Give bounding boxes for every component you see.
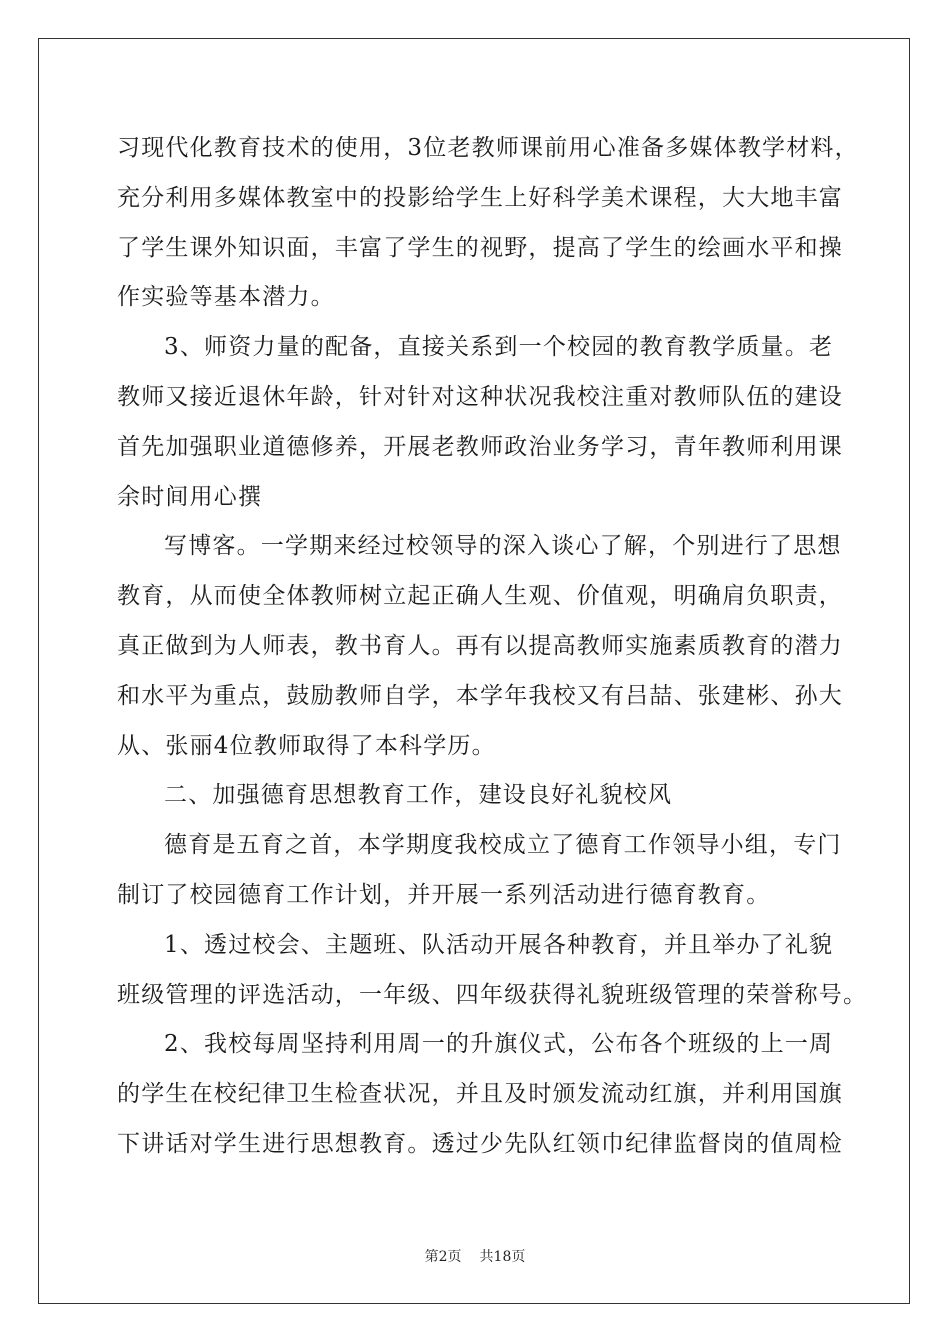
text-line: 作实验等基本潜力。 — [117, 284, 335, 311]
paragraph-start-line: 1、透过校会、主题班、队活动开展各种教育，并且举办了礼貌 — [164, 931, 834, 958]
text-line: 制订了校园德育工作计划，并开展一系列活动进行德育教育。 — [117, 881, 771, 908]
text-line: 下讲话对学生进行思想教育。透过少先队红领巾纪律监督岗的值周检 — [117, 1130, 843, 1157]
text-line: 充分利用多媒体教室中的投影给学生上好科学美术课程，大大地丰富 — [117, 184, 843, 211]
page-total: 共18页 — [479, 1249, 526, 1265]
text-line: 余时间用心撰 — [117, 483, 263, 510]
page-footer — [0, 1246, 950, 1266]
paragraph-start-line: 3、师资力量的配备，直接关系到一个校园的教育教学质量。老 — [164, 334, 834, 361]
paragraph-start-line: 写博客。一学期来经过校领导的深入谈心了解，个别进行了思想 — [164, 533, 842, 560]
text-line: 真正做到为人师表，教书育人。再有以提高教师实施素质教育的潜力 — [117, 632, 843, 659]
paragraph-start-line: 德育是五育之首，本学期度我校成立了德育工作领导小组，专门 — [164, 832, 842, 859]
section-heading: 二、加强德育思想教育工作，建设良好礼貌校风 — [164, 782, 673, 809]
page-number: 第2页 — [424, 1249, 462, 1265]
text-line: 教师又接近退休年龄，针对针对这种状况我校注重对教师队伍的建设 — [117, 383, 843, 410]
paragraph-start-line: 2、我校每周坚持利用周一的升旗仪式，公布各个班级的上一周 — [164, 1031, 834, 1058]
text-line: 首先加强职业道德修养，开展老教师政治业务学习，青年教师利用课 — [117, 433, 843, 460]
text-line: 了学生课外知识面，丰富了学生的视野，提高了学生的绘画水平和操 — [117, 234, 843, 261]
text-line: 和水平为重点，鼓励教师自学，本学年我校又有吕喆、张建彬、孙大 — [117, 682, 843, 709]
text-line: 从、张丽4位教师取得了本科学历。 — [117, 732, 496, 759]
text-line: 习现代化教育技术的使用，3位老教师课前用心准备多媒体教学材料， — [117, 135, 859, 161]
text-line: 班级管理的评选活动，一年级、四年级获得礼貌班级管理的荣誉称号。 — [117, 981, 868, 1008]
document-body — [117, 124, 868, 1170]
text-line: 教育，从而使全体教师树立起正确人生观、价值观，明确肩负职责， — [117, 583, 843, 610]
text-line: 的学生在校纪律卫生检查状况，并且及时颁发流动红旗，并利用国旗 — [117, 1081, 843, 1108]
